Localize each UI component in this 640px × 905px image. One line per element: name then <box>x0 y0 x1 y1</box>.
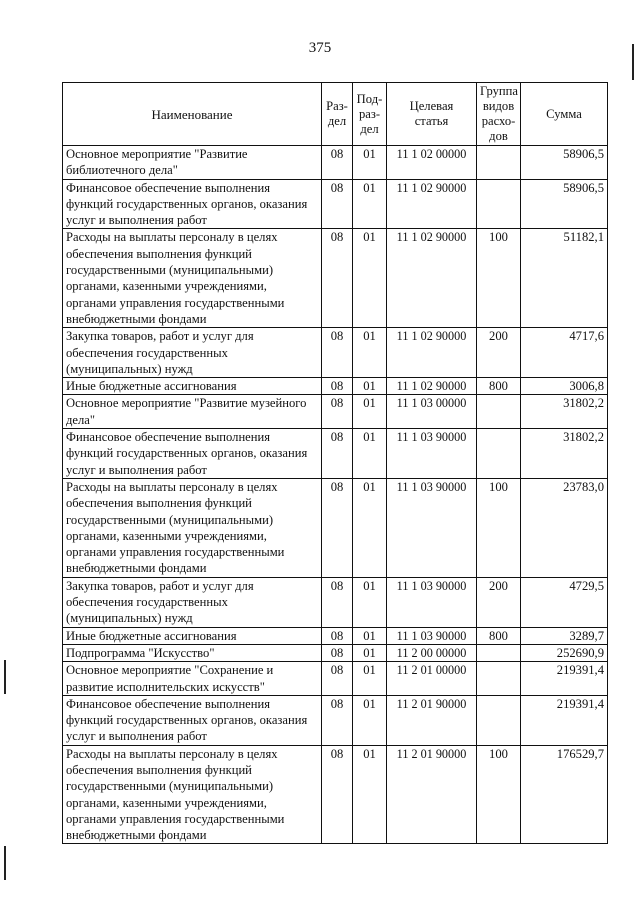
row-section: 08 <box>322 328 353 378</box>
row-name: Иные бюджетные ассигнования <box>63 378 322 395</box>
row-target-item: 11 1 02 90000 <box>387 378 477 395</box>
table-row <box>63 328 608 378</box>
row-name: Финансовое обеспечение выполнения функций государственных органов, оказания услуг и выполнения работ <box>63 179 322 229</box>
row-target-item: 11 1 03 00000 <box>387 395 477 429</box>
row-amount: 4717,6 <box>521 328 608 378</box>
row-section: 08 <box>322 662 353 696</box>
row-section: 08 <box>322 627 353 644</box>
row-subsection: 01 <box>353 662 387 696</box>
row-subsection: 01 <box>353 577 387 627</box>
row-section: 08 <box>322 378 353 395</box>
row-target-item: 11 2 01 90000 <box>387 745 477 844</box>
row-expense-group: 100 <box>477 745 521 844</box>
table-row <box>63 229 608 328</box>
row-subsection: 01 <box>353 478 387 577</box>
row-section: 08 <box>322 644 353 661</box>
row-subsection: 01 <box>353 328 387 378</box>
row-expense-group: 800 <box>477 627 521 644</box>
table-body <box>63 146 608 844</box>
row-subsection: 01 <box>353 395 387 429</box>
row-section: 08 <box>322 695 353 745</box>
row-subsection: 01 <box>353 429 387 479</box>
header-target-item: Целевая статья <box>387 83 477 146</box>
row-name: Закупка товаров, работ и услуг для обеспечения государственных (муниципальных) нужд <box>63 577 322 627</box>
row-name: Расходы на выплаты персоналу в целях обеспечения выполнения функций государственными (муниципальными) органами, казенными учреждениями, органами управления государственными внебюджетными фондами <box>63 229 322 328</box>
header-expense-group: Группа видов расхо- дов <box>477 83 521 146</box>
row-name: Подпрограмма "Искусство" <box>63 644 322 661</box>
row-name: Основное мероприятие "Сохранение и развитие исполнительских искусств" <box>63 662 322 696</box>
scan-edge-mark <box>4 846 6 880</box>
table-row <box>63 179 608 229</box>
table-row <box>63 577 608 627</box>
table-row <box>63 662 608 696</box>
row-subsection: 01 <box>353 627 387 644</box>
header-amount: Сумма <box>521 83 608 146</box>
row-name: Основное мероприятие "Развитие библиотечного дела" <box>63 146 322 180</box>
row-target-item: 11 1 02 90000 <box>387 179 477 229</box>
row-subsection: 01 <box>353 229 387 328</box>
table-row <box>63 627 608 644</box>
row-expense-group: 800 <box>477 378 521 395</box>
row-name: Основное мероприятие "Развитие музейного дела" <box>63 395 322 429</box>
header-row <box>63 83 608 146</box>
row-target-item: 11 1 03 90000 <box>387 627 477 644</box>
row-amount: 219391,4 <box>521 695 608 745</box>
row-subsection: 01 <box>353 378 387 395</box>
row-expense-group <box>477 146 521 180</box>
row-target-item: 11 1 03 90000 <box>387 429 477 479</box>
row-name: Закупка товаров, работ и услуг для обеспечения государственных (муниципальных) нужд <box>63 328 322 378</box>
row-amount: 23783,0 <box>521 478 608 577</box>
row-expense-group: 200 <box>477 328 521 378</box>
row-target-item: 11 1 03 90000 <box>387 478 477 577</box>
row-section: 08 <box>322 577 353 627</box>
budget-table <box>62 82 608 844</box>
row-expense-group <box>477 395 521 429</box>
table-row <box>63 695 608 745</box>
row-expense-group: 200 <box>477 577 521 627</box>
table-row <box>63 146 608 180</box>
row-expense-group <box>477 644 521 661</box>
header-name: Наименование <box>63 83 322 146</box>
row-section: 08 <box>322 229 353 328</box>
row-target-item: 11 2 01 90000 <box>387 695 477 745</box>
scan-edge-mark <box>632 44 634 80</box>
row-subsection: 01 <box>353 146 387 180</box>
row-amount: 3289,7 <box>521 627 608 644</box>
row-amount: 3006,8 <box>521 378 608 395</box>
row-name: Финансовое обеспечение выполнения функций государственных органов, оказания услуг и выполнения работ <box>63 695 322 745</box>
scan-edge-mark <box>4 660 6 694</box>
row-expense-group <box>477 695 521 745</box>
row-section: 08 <box>322 745 353 844</box>
row-section: 08 <box>322 146 353 180</box>
row-section: 08 <box>322 179 353 229</box>
row-target-item: 11 1 03 90000 <box>387 577 477 627</box>
row-target-item: 11 2 01 00000 <box>387 662 477 696</box>
row-expense-group: 100 <box>477 478 521 577</box>
row-amount: 58906,5 <box>521 146 608 180</box>
row-subsection: 01 <box>353 745 387 844</box>
row-expense-group <box>477 179 521 229</box>
header-section: Раз- дел <box>322 83 353 146</box>
row-section: 08 <box>322 395 353 429</box>
row-name: Расходы на выплаты персоналу в целях обеспечения выполнения функций государственными (муниципальными) органами, казенными учреждениями, органами управления государственными внебюджетными фондами <box>63 745 322 844</box>
row-name: Иные бюджетные ассигнования <box>63 627 322 644</box>
row-target-item: 11 1 02 00000 <box>387 146 477 180</box>
table-row <box>63 395 608 429</box>
row-subsection: 01 <box>353 644 387 661</box>
row-amount: 31802,2 <box>521 395 608 429</box>
row-subsection: 01 <box>353 695 387 745</box>
row-name: Финансовое обеспечение выполнения функций государственных органов, оказания услуг и выполнения работ <box>63 429 322 479</box>
page-number: 375 <box>308 40 332 56</box>
row-amount: 31802,2 <box>521 429 608 479</box>
row-amount: 51182,1 <box>521 229 608 328</box>
row-subsection: 01 <box>353 179 387 229</box>
row-name: Расходы на выплаты персоналу в целях обеспечения выполнения функций государственными (муниципальными) органами, казенными учреждениями, органами управления государственными внебюджетными фондами <box>63 478 322 577</box>
header-subsection: Под- раз- дел <box>353 83 387 146</box>
row-amount: 58906,5 <box>521 179 608 229</box>
row-amount: 252690,9 <box>521 644 608 661</box>
table-row <box>63 745 608 844</box>
row-amount: 176529,7 <box>521 745 608 844</box>
table-row <box>63 644 608 661</box>
row-expense-group <box>477 662 521 696</box>
row-target-item: 11 1 02 90000 <box>387 229 477 328</box>
row-section: 08 <box>322 478 353 577</box>
row-expense-group: 100 <box>477 229 521 328</box>
row-section: 08 <box>322 429 353 479</box>
row-target-item: 11 2 00 00000 <box>387 644 477 661</box>
row-target-item: 11 1 02 90000 <box>387 328 477 378</box>
table-row <box>63 429 608 479</box>
table-row <box>63 478 608 577</box>
row-expense-group <box>477 429 521 479</box>
table-row <box>63 378 608 395</box>
row-amount: 4729,5 <box>521 577 608 627</box>
row-amount: 219391,4 <box>521 662 608 696</box>
